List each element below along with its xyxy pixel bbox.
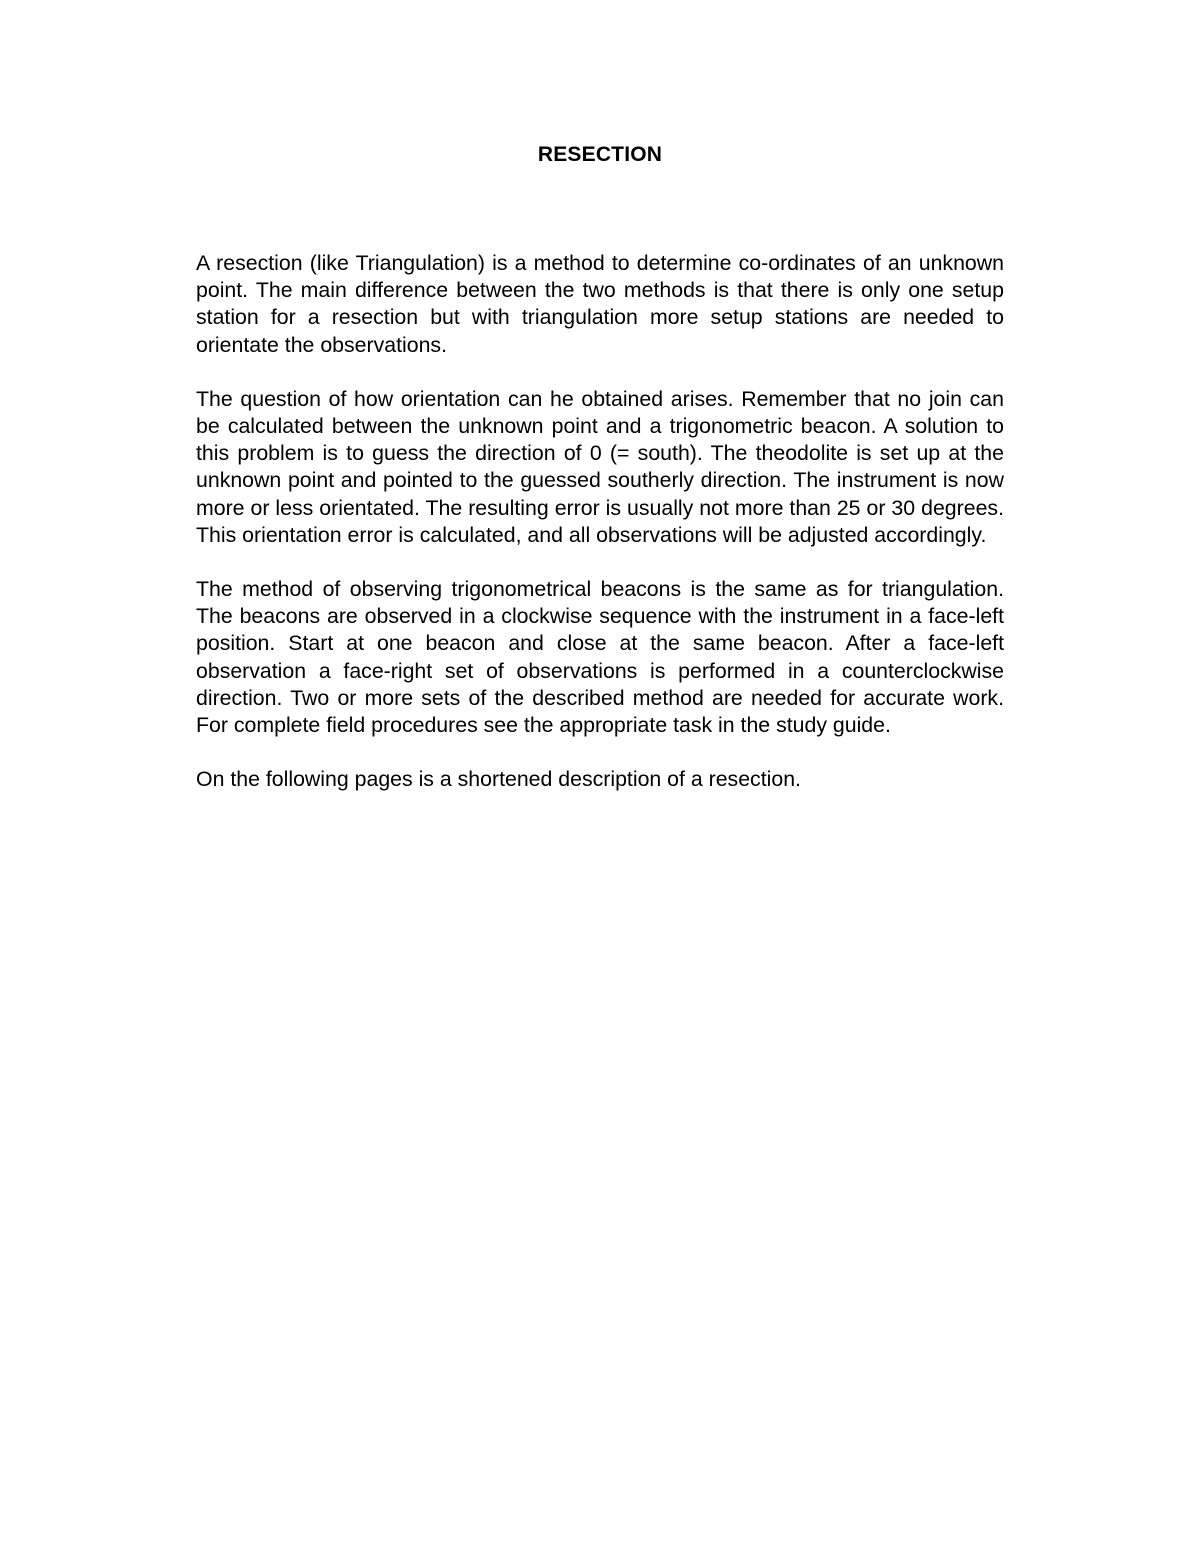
paragraph-observation-method: The method of observing trigonometrical beacons is the same as for triangulation. The beacons are observed in a clockwise sequence with the instrument in a face-left position. Start at one beacon and close at the same beacon. After a face-left observation a face-right set of observations is performed in a counterclockwise direction. Two or more sets of the described method are needed for accurate work. For complete field procedures see the appropriate task in the study guide. xyxy=(196,577,1004,738)
paragraph-intro: A resection (like Triangulation) is a method to determine co-ordinates of an unknown point. The main difference between the two methods is that there is only one setup station for a resection but with triangulation more setup stations are needed to orientate the observations. xyxy=(196,251,1004,357)
page-title: RESECTION xyxy=(537,143,663,166)
paragraph-following-pages: On the following pages is a shortened description of a resection. xyxy=(196,767,801,792)
paragraph-orientation: The question of how orientation can he obtained arises. Remember that no join can be calculated between the unknown point and a trigonometric beacon. A solution to this problem is to guess the direction of 0 (= south). The theodolite is set up at the unknown point and pointed to the guessed southerly direction. The instrument is now more or less orientated. The resulting error is usually not more than 25 or 30 degrees. This orientation error is calculated, and all observations will be adjusted accordingly. xyxy=(196,386,1004,547)
document-body xyxy=(196,250,1004,820)
